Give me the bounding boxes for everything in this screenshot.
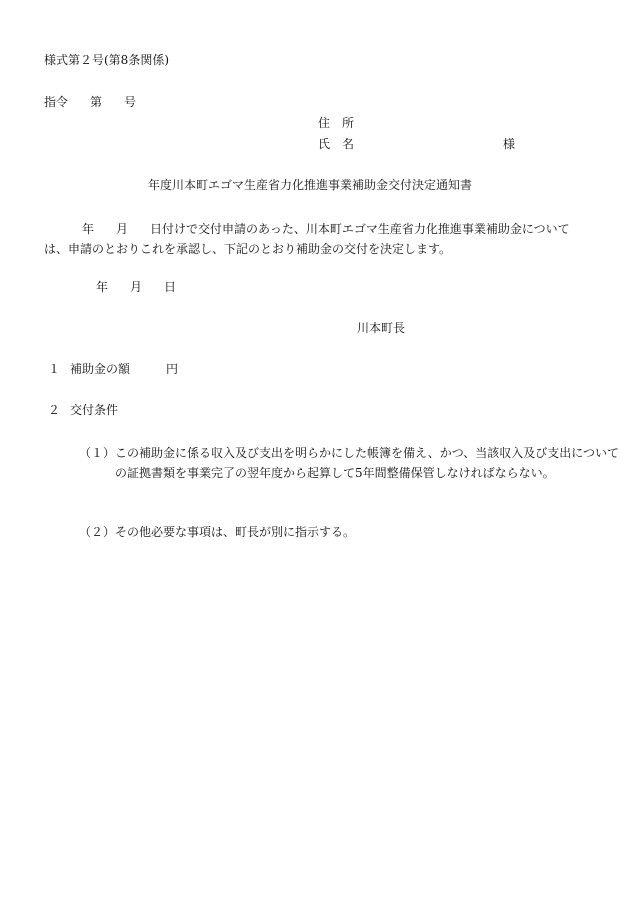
body-paragraph	[44, 219, 592, 259]
item-grant-conditions	[48, 402, 118, 418]
condition-text: その他必要な事項は、町長が別に指示する。	[115, 525, 356, 539]
address-label: 住 所	[318, 116, 355, 130]
honorific: 様	[503, 137, 516, 151]
condition-marker: （２）	[79, 525, 116, 539]
issue-year: 年	[96, 280, 109, 294]
item-label: 交付条件	[70, 403, 119, 417]
document-title: 年度川本町エゴマ生産省力化推進事業補助金交付決定通知書	[148, 178, 473, 192]
issue-day: 日	[164, 280, 177, 294]
directive-prefix: 指令	[44, 95, 69, 109]
body-month: 月	[116, 222, 129, 236]
name-label: 氏 名	[318, 137, 355, 151]
issue-date	[96, 279, 176, 295]
item-subsidy-amount	[48, 361, 178, 377]
body-text: 日付けで交付申請のあった、川本町エゴマ生産省力化推進事業補助金については、申請のとおりこれを承認し、下記のとおり補助金の交付を決定します。	[44, 222, 570, 256]
directive-number	[44, 94, 136, 110]
condition-text: この補助金に係る収入及び支出を明らかにした帳簿を備え、かつ、当該収入及び支出についての証拠書類を事業完了の翌年度から起算して5年間整備保管しなければならない。	[115, 446, 620, 480]
condition-2	[79, 524, 355, 540]
issuer: 川本町長	[357, 321, 406, 335]
condition-marker: （１）	[79, 446, 116, 460]
item-number: ２	[48, 403, 61, 417]
item-unit: 円	[166, 362, 179, 376]
directive-suffix: 号	[124, 95, 137, 109]
item-number: １	[48, 362, 61, 376]
form-label: 様式第２号(第8条関係)	[44, 53, 169, 67]
condition-1	[79, 443, 627, 483]
directive-middle: 第	[90, 95, 103, 109]
issue-month: 月	[130, 280, 143, 294]
item-label: 補助金の額	[70, 362, 131, 376]
body-year: 年	[82, 222, 95, 236]
